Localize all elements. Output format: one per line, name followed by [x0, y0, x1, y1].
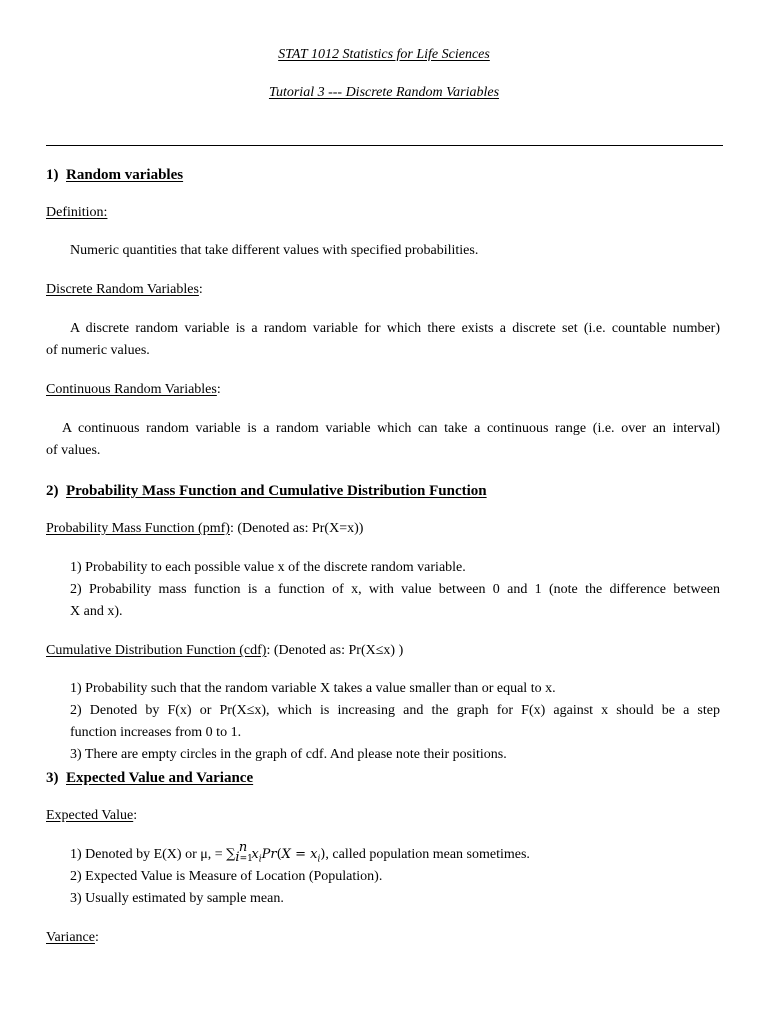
section-1-heading [46, 166, 183, 184]
discrete-rv-colon: : [198, 282, 203, 297]
cdf-label-line [46, 642, 403, 660]
continuous-rv-line-2: of values. [46, 443, 101, 458]
cdf-item-3: 3) There are empty circles in the graph of cdf. And please note their positions. [70, 747, 507, 762]
expected-value-colon: : [133, 808, 138, 823]
continuous-rv-line-1: A continuous random variable is a random variable which can take a continuous range (i.e. over an interval) [62, 421, 720, 436]
tutorial-title: Tutorial 3 --- Discrete Random Variables [268, 85, 500, 100]
cdf-item-2-line-1: 2) Denoted by F(x) or Pr(X≤x), which is increasing and the graph for F(x) against x should be a step [70, 703, 720, 718]
section-2-heading [46, 482, 487, 500]
discrete-rv-line-1: A discrete random variable is a random variable for which there exists a discrete set (i.e. countable number) [70, 321, 720, 336]
summation-formula: $\sum_{i=1}^n$ $x_iPr(X = x_i)$ [226, 840, 326, 865]
discrete-rv-label-line [46, 281, 203, 299]
section-2-title: Probability Mass Function and Cumulative Distribution Function [66, 483, 487, 499]
continuous-rv-label-line [46, 381, 221, 399]
expected-value-item-1-prefix: 1) Denoted by E(X) or μ, = [70, 847, 227, 862]
section-3-title: Expected Value and Variance [66, 770, 254, 786]
variance-label-line [46, 929, 99, 947]
cdf-item-1: 1) Probability such that the random variable X takes a value smaller than or equal to x. [70, 681, 556, 696]
cdf-label: Cumulative Distribution Function (cdf) [46, 643, 267, 658]
expected-value-item-1 [70, 840, 530, 865]
pmf-item-1: 1) Probability to each possible value x of the discrete random variable. [70, 560, 466, 575]
cdf-item-2-line-2: function increases from 0 to 1. [70, 725, 242, 740]
definition-label: Definition: [46, 205, 108, 220]
expected-value-item-3: 3) Usually estimated by sample mean. [70, 891, 284, 906]
cdf-notation: : (Denoted as: Pr(X≤x) ) [266, 643, 404, 658]
section-3-heading [46, 769, 253, 787]
discrete-rv-line-2: of numeric values. [46, 343, 150, 358]
expected-value-label: Expected Value [46, 808, 134, 823]
continuous-rv-colon: : [216, 382, 221, 397]
expected-value-label-line [46, 807, 137, 825]
expected-value-item-2: 2) Expected Value is Measure of Location (Population). [70, 869, 383, 884]
variance-colon: : [94, 930, 99, 945]
pmf-notation: : (Denoted as: Pr(X=x)) [229, 521, 364, 536]
section-1-number: 1) [46, 167, 59, 183]
section-2-number: 2) [46, 483, 59, 499]
pmf-label-line [46, 520, 363, 538]
header-divider [46, 145, 723, 146]
continuous-rv-label: Continuous Random Variables [46, 382, 217, 397]
pmf-item-2-line-2: X and x). [70, 604, 123, 619]
section-3-number: 3) [46, 770, 59, 786]
discrete-rv-label: Discrete Random Variables [46, 282, 199, 297]
course-title: STAT 1012 Statistics for Life Sciences [278, 47, 490, 62]
pmf-label: Probability Mass Function (pmf) [46, 521, 230, 536]
expected-value-item-1-suffix: , called population mean sometimes. [325, 847, 530, 862]
section-1-title: Random variables [66, 167, 184, 183]
definition-text: Numeric quantities that take different values with specified probabilities. [70, 243, 479, 258]
variance-label: Variance [46, 930, 95, 945]
pmf-item-2-line-1: 2) Probability mass function is a function of x, with value between 0 and 1 (note the difference between [70, 582, 720, 597]
